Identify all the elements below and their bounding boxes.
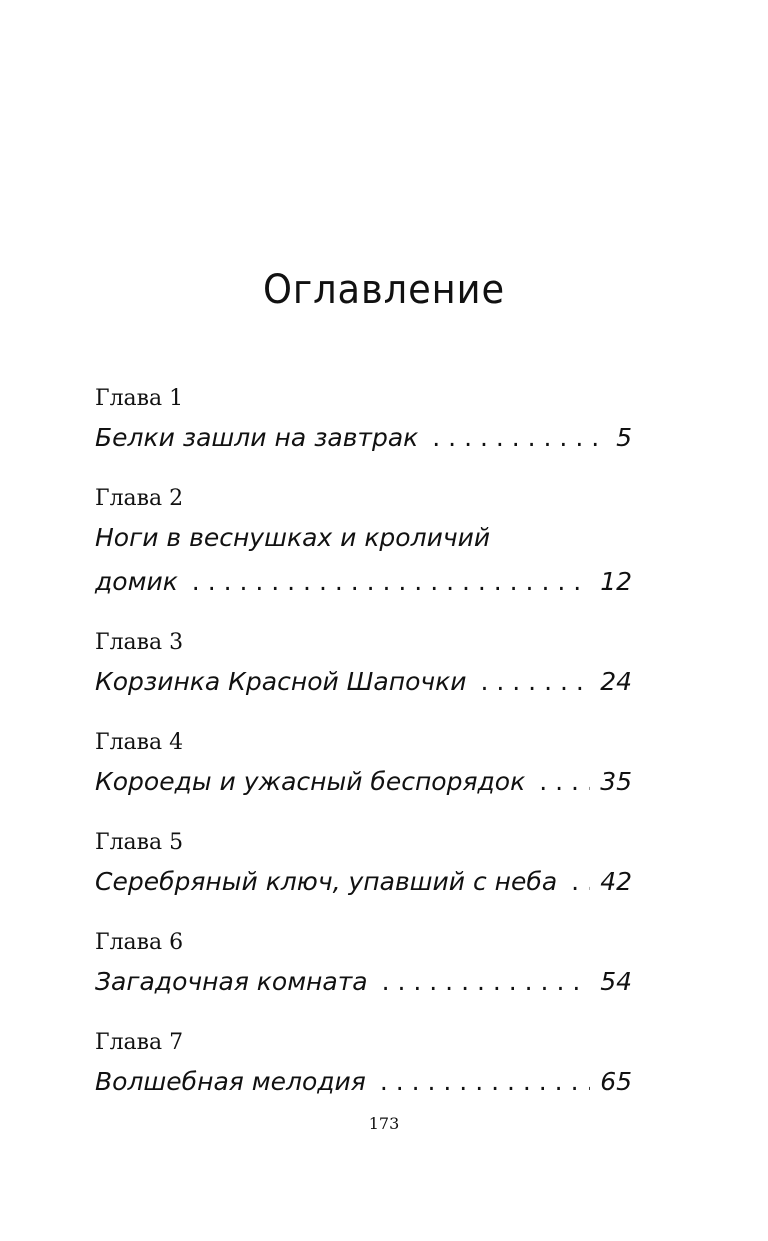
dot-leader [382, 960, 591, 1004]
dot-leader [539, 760, 590, 804]
dot-leader [432, 416, 606, 460]
chapter-page-number: 54 [600, 967, 632, 996]
chapter-title-line [95, 860, 632, 904]
chapter-page-number: 35 [600, 767, 632, 796]
page-title: Оглавление [262, 266, 506, 313]
chapter-title-line [95, 960, 632, 1004]
chapter-title: Белки зашли на завтрак [95, 423, 419, 452]
chapter-title-continued: домик [95, 567, 178, 596]
chapter-title-line [95, 416, 632, 460]
chapter-page-number: 42 [600, 867, 632, 896]
page-number: 173 [368, 1114, 400, 1133]
dot-leader [192, 560, 590, 604]
chapter-title: Корзинка Красной Шапочки [95, 667, 467, 696]
chapter-title-line [95, 760, 632, 804]
toc-entry-6 [95, 926, 632, 1004]
chapter-title-line [95, 660, 632, 704]
toc-entry-1 [95, 382, 632, 460]
toc-entry-3 [95, 626, 632, 704]
chapter-label: Глава 3 [95, 630, 184, 655]
chapter-label: Глава 1 [95, 386, 184, 411]
toc-entry-4 [95, 726, 632, 804]
chapter-page-number: 65 [600, 1067, 632, 1096]
chapter-title: Волшебная мелодия [95, 1067, 366, 1096]
chapter-label: Глава 7 [95, 1030, 184, 1055]
dot-leader [571, 860, 590, 904]
table-of-contents [95, 382, 632, 1126]
chapter-label: Глава 4 [95, 730, 184, 755]
dot-leader [380, 1060, 590, 1104]
chapter-title: Ноги в веснушках и кроличий [95, 523, 491, 552]
toc-entry-7 [95, 1026, 632, 1104]
chapter-title-line [95, 560, 632, 604]
chapter-label: Глава 2 [95, 486, 184, 511]
chapter-page-number: 5 [616, 423, 632, 452]
chapter-label: Глава 6 [95, 930, 184, 955]
chapter-title-line [95, 1060, 632, 1104]
chapter-title-line [95, 516, 632, 560]
chapter-page-number: 12 [600, 567, 632, 596]
chapter-label: Глава 5 [95, 830, 184, 855]
chapter-title: Серебряный ключ, упавший с неба [95, 867, 558, 896]
dot-leader [481, 660, 591, 704]
chapter-title: Загадочная комната [95, 967, 368, 996]
chapter-title: Короеды и ужасный беспорядок [95, 767, 526, 796]
toc-entry-5 [95, 826, 632, 904]
toc-entry-2 [95, 482, 632, 604]
chapter-page-number: 24 [600, 667, 632, 696]
